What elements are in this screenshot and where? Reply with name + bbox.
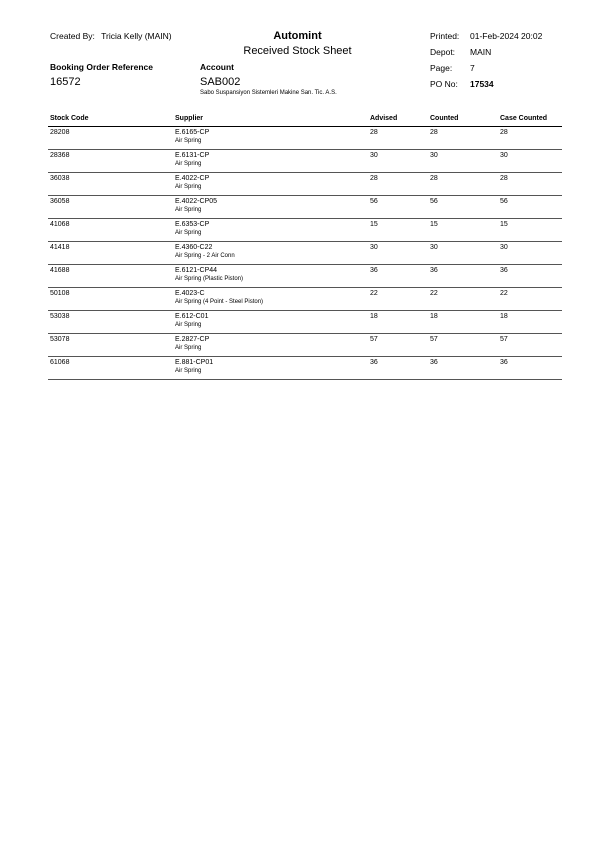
page-value: 7 (470, 63, 475, 73)
case-counted-qty: 22 (500, 290, 508, 297)
supplier-code: E.6165-CP (175, 129, 210, 136)
supplier-code: E.612-C01 (175, 313, 209, 320)
table-row (48, 288, 562, 311)
item-description: Air Spring (175, 368, 202, 374)
advised-qty: 28 (370, 175, 378, 182)
advised-qty: 36 (370, 359, 378, 366)
table-row (48, 127, 562, 150)
case-counted-qty: 30 (500, 152, 508, 159)
counted-qty: 22 (430, 290, 438, 297)
advised-qty: 30 (370, 152, 378, 159)
stock-code: 53078 (50, 336, 70, 343)
item-description: Air Spring (4 Point - Steel Piston) (175, 299, 264, 305)
stock-code: 36058 (50, 198, 70, 205)
table-body (48, 127, 562, 380)
stock-code: 50108 (50, 290, 70, 297)
stock-code: 28368 (50, 152, 70, 159)
item-description: Air Spring (175, 184, 202, 190)
table-row (48, 265, 562, 288)
po-label: PO No: (430, 79, 458, 89)
col-case-counted: Case Counted (500, 115, 548, 122)
item-description: Air Spring (Plastic Piston) (175, 276, 244, 282)
case-counted-qty: 57 (500, 336, 508, 343)
item-description: Air Spring (175, 345, 202, 351)
advised-qty: 18 (370, 313, 378, 320)
booking-order-value: 16572 (50, 76, 81, 88)
table-row (48, 150, 562, 173)
item-description: Air Spring (175, 161, 202, 167)
table-header (48, 114, 562, 127)
advised-qty: 57 (370, 336, 378, 343)
table-row (48, 196, 562, 219)
counted-qty: 30 (430, 244, 438, 251)
table-row (48, 334, 562, 357)
case-counted-qty: 56 (500, 198, 508, 205)
counted-qty: 30 (430, 152, 438, 159)
stock-code: 61068 (50, 359, 70, 366)
counted-qty: 36 (430, 267, 438, 274)
printed-label: Printed: (430, 31, 460, 41)
counted-qty: 18 (430, 313, 438, 320)
supplier-code: E.4360-C22 (175, 244, 213, 251)
case-counted-qty: 36 (500, 267, 508, 274)
stock-code: 41688 (50, 267, 70, 274)
advised-qty: 28 (370, 129, 378, 136)
depot-value: MAIN (470, 47, 492, 57)
stock-code: 41418 (50, 244, 70, 251)
advised-qty: 30 (370, 244, 378, 251)
case-counted-qty: 36 (500, 359, 508, 366)
case-counted-qty: 28 (500, 129, 508, 136)
advised-qty: 36 (370, 267, 378, 274)
counted-qty: 28 (430, 175, 438, 182)
account-label: Account (200, 62, 234, 72)
supplier-code: E.2827-CP (175, 336, 210, 343)
supplier-code: E.4022-CP05 (175, 198, 218, 205)
depot-label: Depot: (430, 47, 456, 57)
item-description: Air Spring - 2 Air Conn (175, 253, 235, 259)
case-counted-qty: 30 (500, 244, 508, 251)
item-description: Air Spring (175, 322, 202, 328)
supplier-code: E.881-CP01 (175, 359, 214, 366)
counted-qty: 36 (430, 359, 438, 366)
booking-order-label: Booking Order Reference (50, 62, 153, 72)
stock-code: 36038 (50, 175, 70, 182)
po-value: 17534 (470, 79, 494, 89)
table-row (48, 242, 562, 265)
item-description: Air Spring (175, 230, 202, 236)
case-counted-qty: 28 (500, 175, 508, 182)
counted-qty: 57 (430, 336, 438, 343)
supplier-code: E.4022-CP (175, 175, 210, 182)
supplier-code: E.4023-C (175, 290, 205, 297)
counted-qty: 15 (430, 221, 438, 228)
item-description: Air Spring (175, 207, 202, 213)
created-by-value: Tricia Kelly (MAIN) (101, 31, 172, 41)
col-counted: Counted (430, 115, 459, 122)
col-supplier: Supplier (175, 115, 204, 122)
col-stock-code: Stock Code (50, 115, 89, 122)
case-counted-qty: 18 (500, 313, 508, 320)
item-description: Air Spring (175, 138, 202, 144)
supplier-code: E.6131-CP (175, 152, 210, 159)
account-value: SAB002 (200, 76, 241, 88)
advised-qty: 56 (370, 198, 378, 205)
table-row (48, 219, 562, 242)
advised-qty: 22 (370, 290, 378, 297)
stock-code: 53038 (50, 313, 70, 320)
case-counted-qty: 15 (500, 221, 508, 228)
supplier-code: E.6353-CP (175, 221, 210, 228)
col-advised: Advised (370, 115, 398, 122)
counted-qty: 28 (430, 129, 438, 136)
stock-code: 28208 (50, 129, 70, 136)
advised-qty: 15 (370, 221, 378, 228)
page-label: Page: (430, 63, 453, 73)
supplier-code: E.6121-CP44 (175, 267, 218, 274)
stock-code: 41068 (50, 221, 70, 228)
printed-value: 01-Feb-2024 20:02 (470, 31, 543, 41)
table-row (48, 357, 562, 380)
sheet-title: Received Stock Sheet (243, 45, 352, 57)
table-row (48, 311, 562, 334)
created-by-label: Created By: (50, 31, 95, 41)
counted-qty: 56 (430, 198, 438, 205)
account-name: Sabo Suspansiyon Sistemleri Makine San. Tic. A.S. (200, 90, 337, 96)
company-title: Automint (273, 30, 322, 42)
table-row (48, 173, 562, 196)
